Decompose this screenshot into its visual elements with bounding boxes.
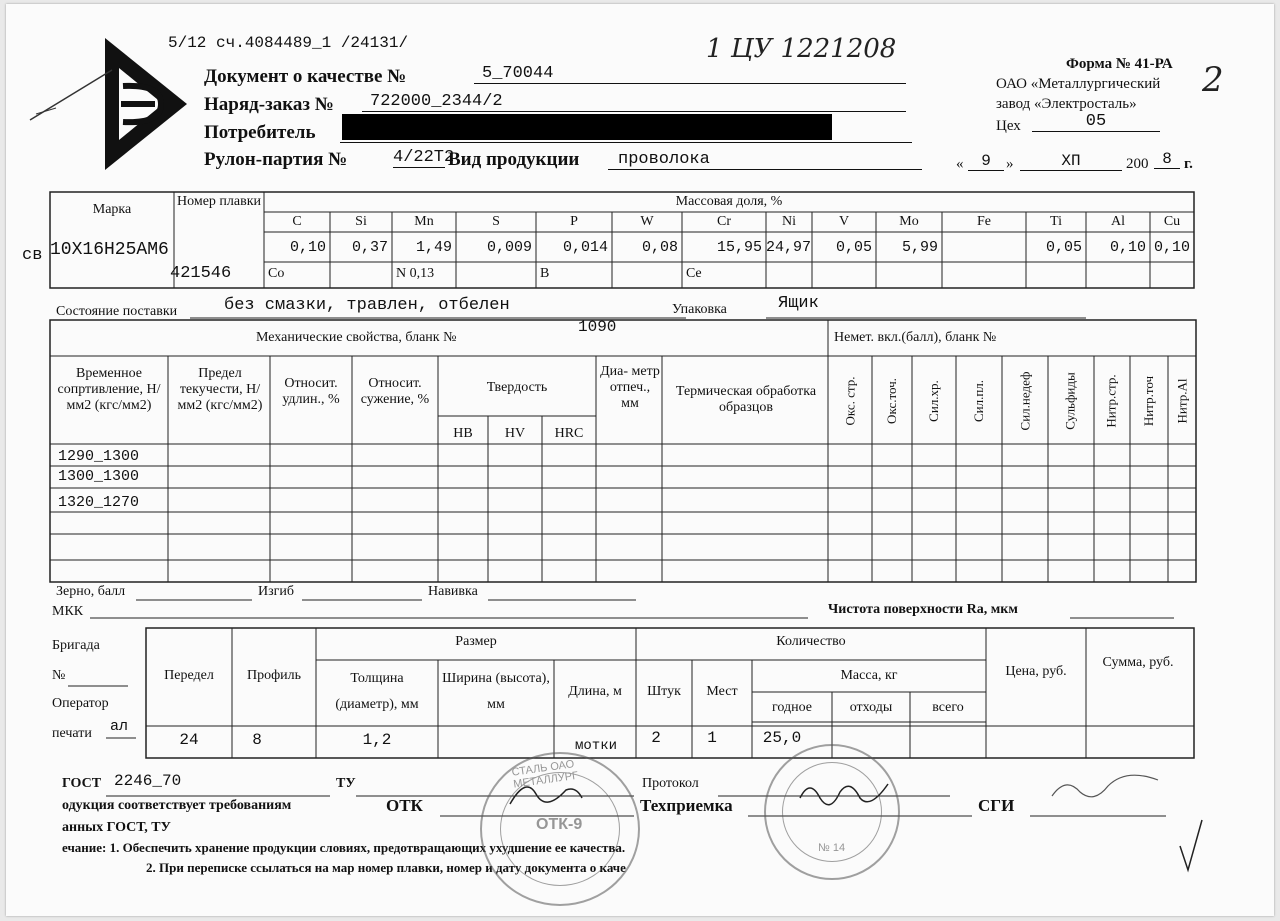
izgib-label: Изгиб [258, 584, 294, 599]
chem-extra-2: N 0,13 [396, 266, 435, 281]
chem-element-P: P [570, 214, 578, 229]
operator-label: Оператор [52, 696, 109, 711]
date-quote-close: » [1006, 156, 1014, 172]
mech-value-2: 1300_1300 [58, 468, 140, 485]
v-sht: 2 [651, 729, 661, 747]
chem-element-Cr: Cr [717, 214, 731, 229]
mass-header: Массовая доля, % [675, 194, 783, 209]
nemet-col-0 [828, 360, 872, 442]
consumer-label: Потребитель [204, 122, 316, 143]
chem-value-Mn: 1,49 [415, 239, 452, 256]
pack-value: Ящик [778, 294, 819, 313]
gost-value: 2246_70 [114, 772, 182, 790]
h-vrem: Временное сопртивление, Н/мм2 (кгс/мм2) [57, 366, 161, 413]
chem-value-Ti: 0,05 [1045, 239, 1082, 256]
h-tolsh: Толщина (диаметр), мм [335, 671, 419, 712]
org-line-1: ОАО «Металлургический [996, 76, 1161, 92]
order-label: Наряд-заказ № [204, 94, 334, 115]
techpriemka-signature [796, 774, 896, 814]
nemet-col-8 [1168, 360, 1196, 442]
h-profil: Профиль [246, 668, 302, 683]
pack-label: Упаковка [672, 302, 727, 317]
product-value: проволока [608, 150, 922, 170]
chistota-label: Чистота поверхности Ra, мкм [828, 602, 1018, 617]
h-mest: Мест [706, 684, 738, 699]
nemet-col-label: Окс.точ. [884, 378, 899, 424]
col-nomer: Номер плавки [176, 194, 261, 209]
quality-document [6, 4, 1274, 916]
techpriemka-stamp: № 14 [764, 744, 900, 880]
steel-grade: 10Х16Н25АМ6 [50, 240, 169, 260]
roll-value: 4/22Т2 [393, 148, 455, 167]
sgi-label: СГИ [978, 796, 1015, 815]
reference-line: 5/12 сч.4084489_1 /24131/ [168, 34, 409, 52]
chem-element-Mo: Mo [899, 214, 919, 229]
nemet-col-6 [1094, 360, 1130, 442]
no-label: № [52, 668, 66, 683]
nemet-col-2 [912, 360, 956, 442]
chem-value-Cr: 15,95 [716, 239, 762, 256]
mech-value-1: 1290_1300 [58, 448, 140, 465]
doc-label: Документ о качестве № [204, 66, 407, 87]
h-kol: Количество [776, 634, 846, 649]
chem-element-Cu: Cu [1163, 214, 1181, 229]
handwritten-note: 1 ЦУ 1221208 [706, 34, 897, 64]
mech-blank-no: 1090 [578, 318, 617, 336]
chem-extra-0: Co [268, 266, 285, 281]
v-profil: 8 [252, 731, 262, 749]
h-dlina: Длина, м [568, 684, 622, 699]
otk-stamp: СТАЛЬ ОАО МЕТАЛЛУРГ ОТК-9 [480, 752, 640, 906]
chem-extra-4: B [540, 266, 550, 281]
pechati-label: печати [52, 726, 92, 741]
h-tverd: Твердость [486, 380, 548, 395]
chem-element-Fe: Fe [977, 214, 991, 229]
h-hb: HB [453, 426, 473, 441]
h-suzh: Относит. сужение, % [360, 376, 430, 407]
col-marka: Марка [92, 202, 132, 217]
date-month: ХП [1020, 152, 1122, 171]
chem-extra-6: Ce [686, 266, 702, 281]
nemet-col-label: Окс. стр. [842, 376, 858, 426]
chem-element-C: C [292, 214, 302, 229]
nemet-col-label: Нитр.точ [1141, 375, 1156, 427]
tseh-value: 05 [1032, 112, 1160, 132]
nemet-col-4 [1002, 360, 1048, 442]
chem-element-Mn: Mn [414, 214, 434, 229]
mech-value-3: 1320_1270 [58, 494, 140, 511]
pechati-value: ал [110, 718, 129, 735]
date-quote-open: « [956, 156, 964, 172]
complies-line-1: одукция соответствует требованиям [62, 798, 292, 813]
doc-number: 5_70044 [474, 64, 906, 84]
nemet-col-label: Сил.пл. [971, 379, 986, 423]
h-hrc: HRC [554, 426, 584, 441]
product-label: Вид продукции [448, 149, 580, 170]
h-summa: Сумма, руб. [1102, 655, 1174, 670]
h-predel: Предел текучести, Н/мм2 (кгс/мм2) [177, 366, 263, 413]
state-label: Состояние поставки [56, 304, 178, 319]
h-term: Термическая обработка образцов [675, 384, 817, 415]
chem-value-S: 0,009 [486, 239, 532, 256]
date-year-prefix: 200 [1126, 156, 1149, 172]
note-2: 2. При переписке ссылаться на мар номер плавки, номер и дату документа о каче [146, 860, 626, 875]
nemet-title: Немет. вкл.(балл), бланк № [834, 330, 997, 345]
h-razmer: Размер [455, 634, 497, 649]
nemet-col-label: Нитр.стр. [1104, 374, 1120, 428]
heat-number: 421546 [170, 264, 232, 283]
date-day: 9 [968, 152, 1004, 171]
v-tolsh: 1,2 [362, 731, 392, 749]
h-vsego: всего [932, 700, 964, 715]
mech-title: Механические свойства, бланк № [256, 330, 457, 345]
roll-label: Рулон-партия № [204, 149, 348, 170]
nemet-col-5 [1048, 360, 1094, 442]
chem-value-Cu: 0,10 [1153, 239, 1190, 256]
h-sht: Штук [647, 684, 681, 699]
tu-label: ТУ [336, 776, 356, 791]
otk-signature [506, 774, 586, 814]
note-1: ечание: 1. Обеспечить хранение продукции словиях, предотвращающих ухудшение ее качества. [62, 840, 626, 855]
h-massa: Масса, кг [840, 668, 898, 683]
h-udlin: Относит. удлин., % [282, 376, 340, 407]
nemet-col-label: Нитр.Al [1174, 378, 1189, 424]
nemet-col-label: Сил.недеф [1017, 371, 1033, 431]
chem-element-Ti: Ti [1050, 214, 1062, 229]
chem-element-Al: Al [1111, 214, 1125, 229]
techpriemka-label: Техприемка [640, 796, 733, 815]
otk-label: ОТК [386, 796, 423, 815]
chem-element-S: S [492, 214, 500, 229]
nemet-col-7 [1130, 360, 1168, 442]
v-mest: 1 [707, 729, 717, 747]
sgi-signature [1046, 766, 1166, 806]
chem-element-Si: Si [355, 214, 367, 229]
date-year-suffix: 8 [1154, 150, 1180, 169]
navivka-label: Навивка [428, 584, 478, 599]
h-hv: HV [504, 426, 526, 441]
chem-element-W: W [640, 214, 654, 229]
order-number: 722000_2344/2 [362, 92, 906, 112]
chem-value-Al: 0,10 [1109, 239, 1146, 256]
chem-value-P: 0,014 [562, 239, 608, 256]
v-godnoe: 25,0 [762, 729, 802, 747]
check-mark [1176, 816, 1206, 876]
chem-value-Si: 0,37 [351, 239, 388, 256]
complies-line-2: анных ГОСТ, ТУ [62, 820, 171, 835]
gost-label: ГОСТ [62, 776, 102, 791]
chem-value-V: 0,05 [835, 239, 872, 256]
zerno-label: Зерно, балл [56, 584, 126, 599]
v-peredel: 24 [179, 731, 199, 749]
chem-value-Mo: 5,99 [901, 239, 938, 256]
protokol-label: Протокол [642, 776, 699, 791]
mkk-label: МКК [52, 604, 84, 619]
h-shir: Ширина (высота), мм [442, 671, 550, 712]
nemet-col-label: Сульфиды [1063, 372, 1079, 430]
form-number: Форма № 41-РА [1066, 56, 1173, 72]
h-peredel: Передел [164, 668, 214, 683]
chem-value-C: 0,10 [289, 239, 326, 256]
tseh-label: Цех [996, 118, 1021, 134]
chem-value-W: 0,08 [641, 239, 678, 256]
brigada-label: Бригада [52, 638, 100, 653]
nemet-col-1 [872, 360, 912, 442]
state-value: без смазки, травлен, отбелен [224, 296, 510, 315]
h-diam: Диа- метр отпеч., мм [600, 364, 660, 411]
chem-value-Ni: 24,97 [766, 239, 812, 256]
h-othody: отходы [849, 700, 893, 715]
org-line-2: завод «Электросталь» [996, 96, 1137, 112]
h-godnoe: годное [772, 700, 812, 715]
date-g: г. [1184, 156, 1193, 172]
grade-prefix: св [22, 246, 43, 265]
v-dlina: мотки [574, 738, 617, 754]
handwritten-mark: 2 [1202, 60, 1224, 100]
nemet-col-3 [956, 360, 1002, 442]
nemet-col-label: Сил.хр. [926, 380, 941, 422]
h-cena: Цена, руб. [1005, 664, 1067, 679]
chem-element-Ni: Ni [782, 214, 796, 229]
chem-element-V: V [838, 214, 850, 229]
